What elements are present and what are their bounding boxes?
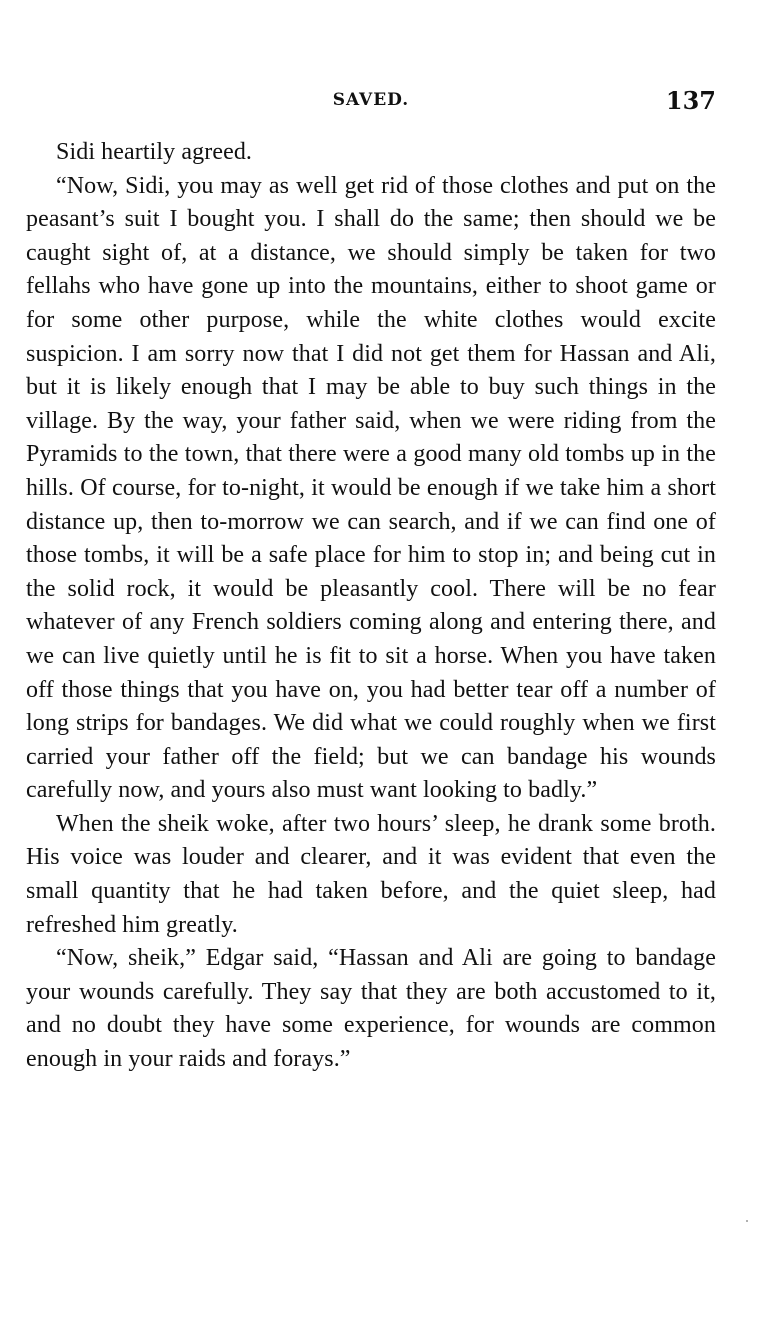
page-header — [26, 86, 716, 118]
paragraph: When the sheik woke, after two hours’ sleep, he drank some broth. His voice was louder and clearer, and it was evident that even the small quantity that he had taken before, and the quiet sleep, had refreshed him greatly. — [26, 810, 716, 938]
paragraph: “Now, Sidi, you may as well get rid of those clothes and put on the peasant’s suit I bought you. I shall do the same; then should we be caught sight of, at a distance, we should simply be taken for two fellahs who have gone up into the mountains, either to shoot game or for some other purpose, while the white clothes would excite suspicion. I am sorry now that I did not get them for Hassan and Ali, but it is likely enough that I may be able to buy such things in the village. By the way, your father said, when we were riding from the Pyramids to the town, that there were a good many old tombs up in the hills. Of course, for to-night, it would be enough if we take him a short distance up, then to-morrow we can search, and if we can find one of those tombs, it will be a safe place for him to stop in; and being cut in the solid rock, it would be pleasantly cool. There will be no fear whatever of any French soldiers coming along and entering there, and we can live quietly until he is fit to sit a horse. When you have taken off those things that you have on, you had better tear off a number of long strips for bandages. We did what we could roughly when we first carried your father off the field; but we can bandage his wounds carefully now, and yours also must want looking to badly.” — [26, 172, 716, 804]
body-text — [26, 136, 716, 1077]
running-title: SAVED. — [332, 90, 410, 110]
paragraph: “Now, sheik,” Edgar said, “Hassan and Ali are going to bandage your wounds carefully. They say that they are both accustomed to it, and no doubt they have some experience, for wounds are common enough in your raids and forays.” — [26, 945, 716, 1073]
paragraph: Sidi heartily agreed. — [56, 139, 253, 165]
page-number: 137 — [665, 86, 716, 115]
scan-speck — [746, 1220, 748, 1222]
